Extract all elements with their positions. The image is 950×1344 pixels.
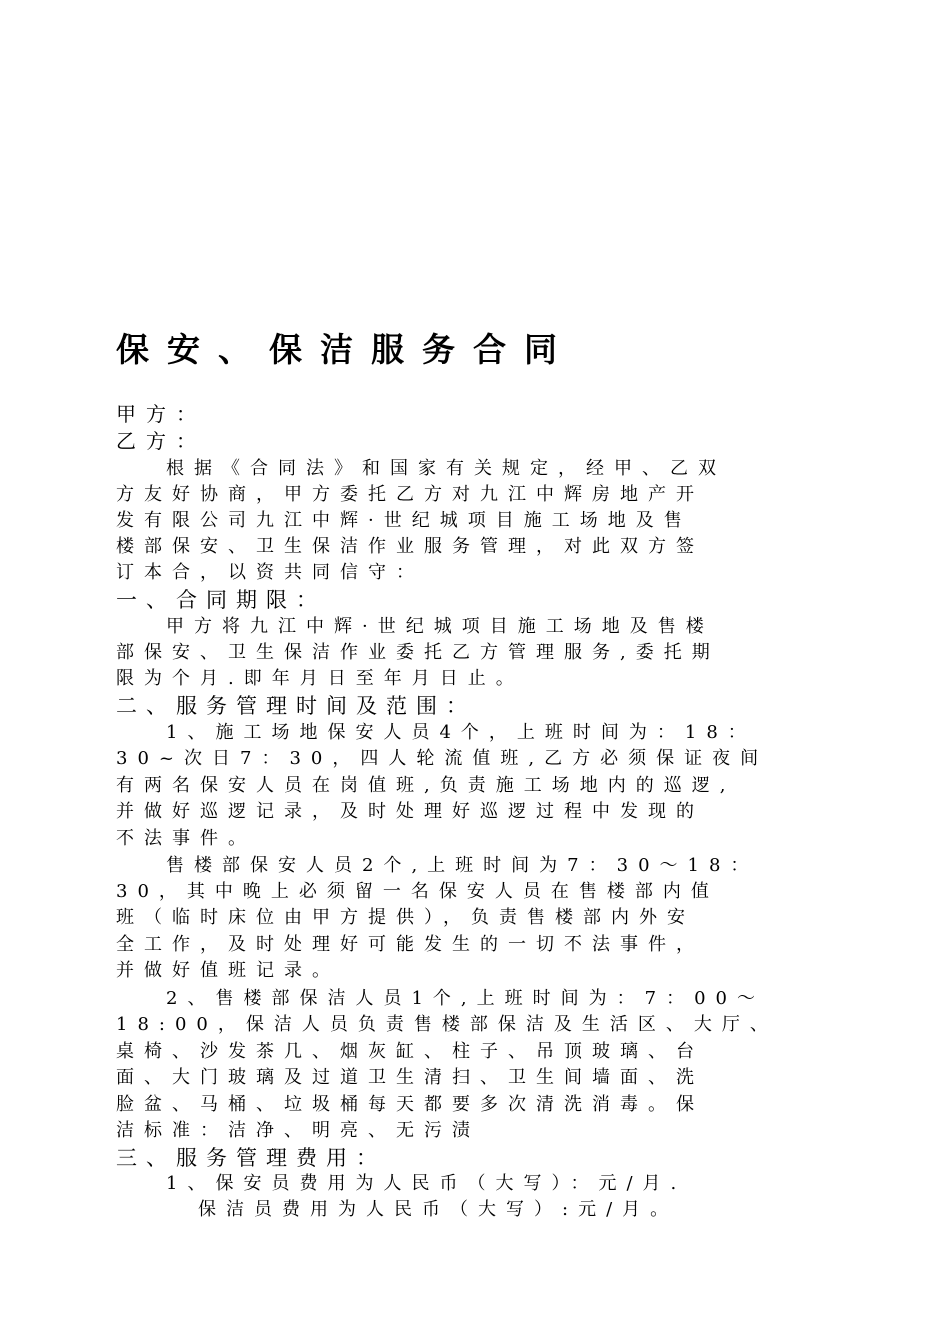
section-heading-fees: 三、服务管理费用： (116, 1146, 386, 1170)
paragraph-line: 面、大门玻璃及过道卫生清扫、卫生间墙面、洗 (116, 1067, 704, 1088)
paragraph-line: 洁标准：洁净、明亮、无污渍 (116, 1120, 480, 1141)
paragraph-line: 班（临时床位由甲方提供），负责售楼部内外安 (116, 907, 695, 928)
paragraph-line: 2、售楼部保洁人员1个,上班时间为：7：00～ (166, 988, 765, 1009)
paragraph-line: 楼部保安、卫生保洁作业服务管理，对此双方签 (116, 536, 704, 557)
paragraph-line: 桌椅、沙发茶几、烟灰缸、柱子、吊顶玻璃、台 (116, 1041, 704, 1062)
paragraph-line: 根据《合同法》和国家有关规定，经甲、乙双 (166, 458, 726, 479)
paragraph-line: 不法事件。 (116, 828, 256, 849)
paragraph-line: 甲方将九江中辉·世纪城项目施工场地及售楼 (166, 616, 714, 637)
paragraph-line: 30，其中晚上必须留一名保安人员在售楼部内值 (116, 881, 719, 902)
paragraph-line: 1、保安员费用为人民币（大写）：元/月. (166, 1173, 687, 1194)
document-title: 保安、保洁服务合同 (116, 330, 575, 369)
paragraph-line: 保洁员费用为人民币（大写）:元/月。 (198, 1199, 679, 1220)
paragraph-line: 并做好巡逻记录，及时处理好巡逻过程中发现的 (116, 801, 704, 822)
paragraph-line: 方友好协商，甲方委托乙方对九江中辉房地产开 (116, 484, 704, 505)
party-b-line: 乙方： (116, 429, 206, 453)
section-heading-scope: 二、服务管理时间及范围： (116, 694, 476, 718)
paragraph-line: 有两名保安人员在岗值班,负责施工场地内的巡逻, (116, 775, 736, 796)
paragraph-line: 订本合，以资共同信守： (116, 562, 424, 583)
paragraph-line: 部保安、卫生保洁作业委托乙方管理服务,委托期 (116, 642, 720, 663)
paragraph-line: 30~次日7：30，四人轮流值班,乙方必须保证夜间 (116, 748, 769, 769)
section-heading-term: 一、合同期限： (116, 588, 326, 612)
paragraph-line: 限为个月.即年月日至年月日止。 (116, 668, 524, 689)
paragraph-line: 售楼部保安人员2个,上班时间为7：30～18： (166, 855, 759, 876)
paragraph-line: 1、施工场地保安人员4个，上班时间为：18： (166, 722, 756, 743)
paragraph-line: 全工作，及时处理好可能发生的一切不法事件， (116, 934, 704, 955)
paragraph-line: 发有限公司九江中辉·世纪城项目施工场地及售 (116, 510, 692, 531)
party-a-line: 甲方： (116, 402, 206, 426)
paragraph-line: 18:00，保洁人员负责售楼部保洁及生活区、大厅、 (116, 1014, 778, 1035)
paragraph-line: 脸盆、马桶、垃圾桶每天都要多次清洗消毒。保 (116, 1094, 704, 1115)
paragraph-line: 并做好值班记录。 (116, 960, 340, 981)
